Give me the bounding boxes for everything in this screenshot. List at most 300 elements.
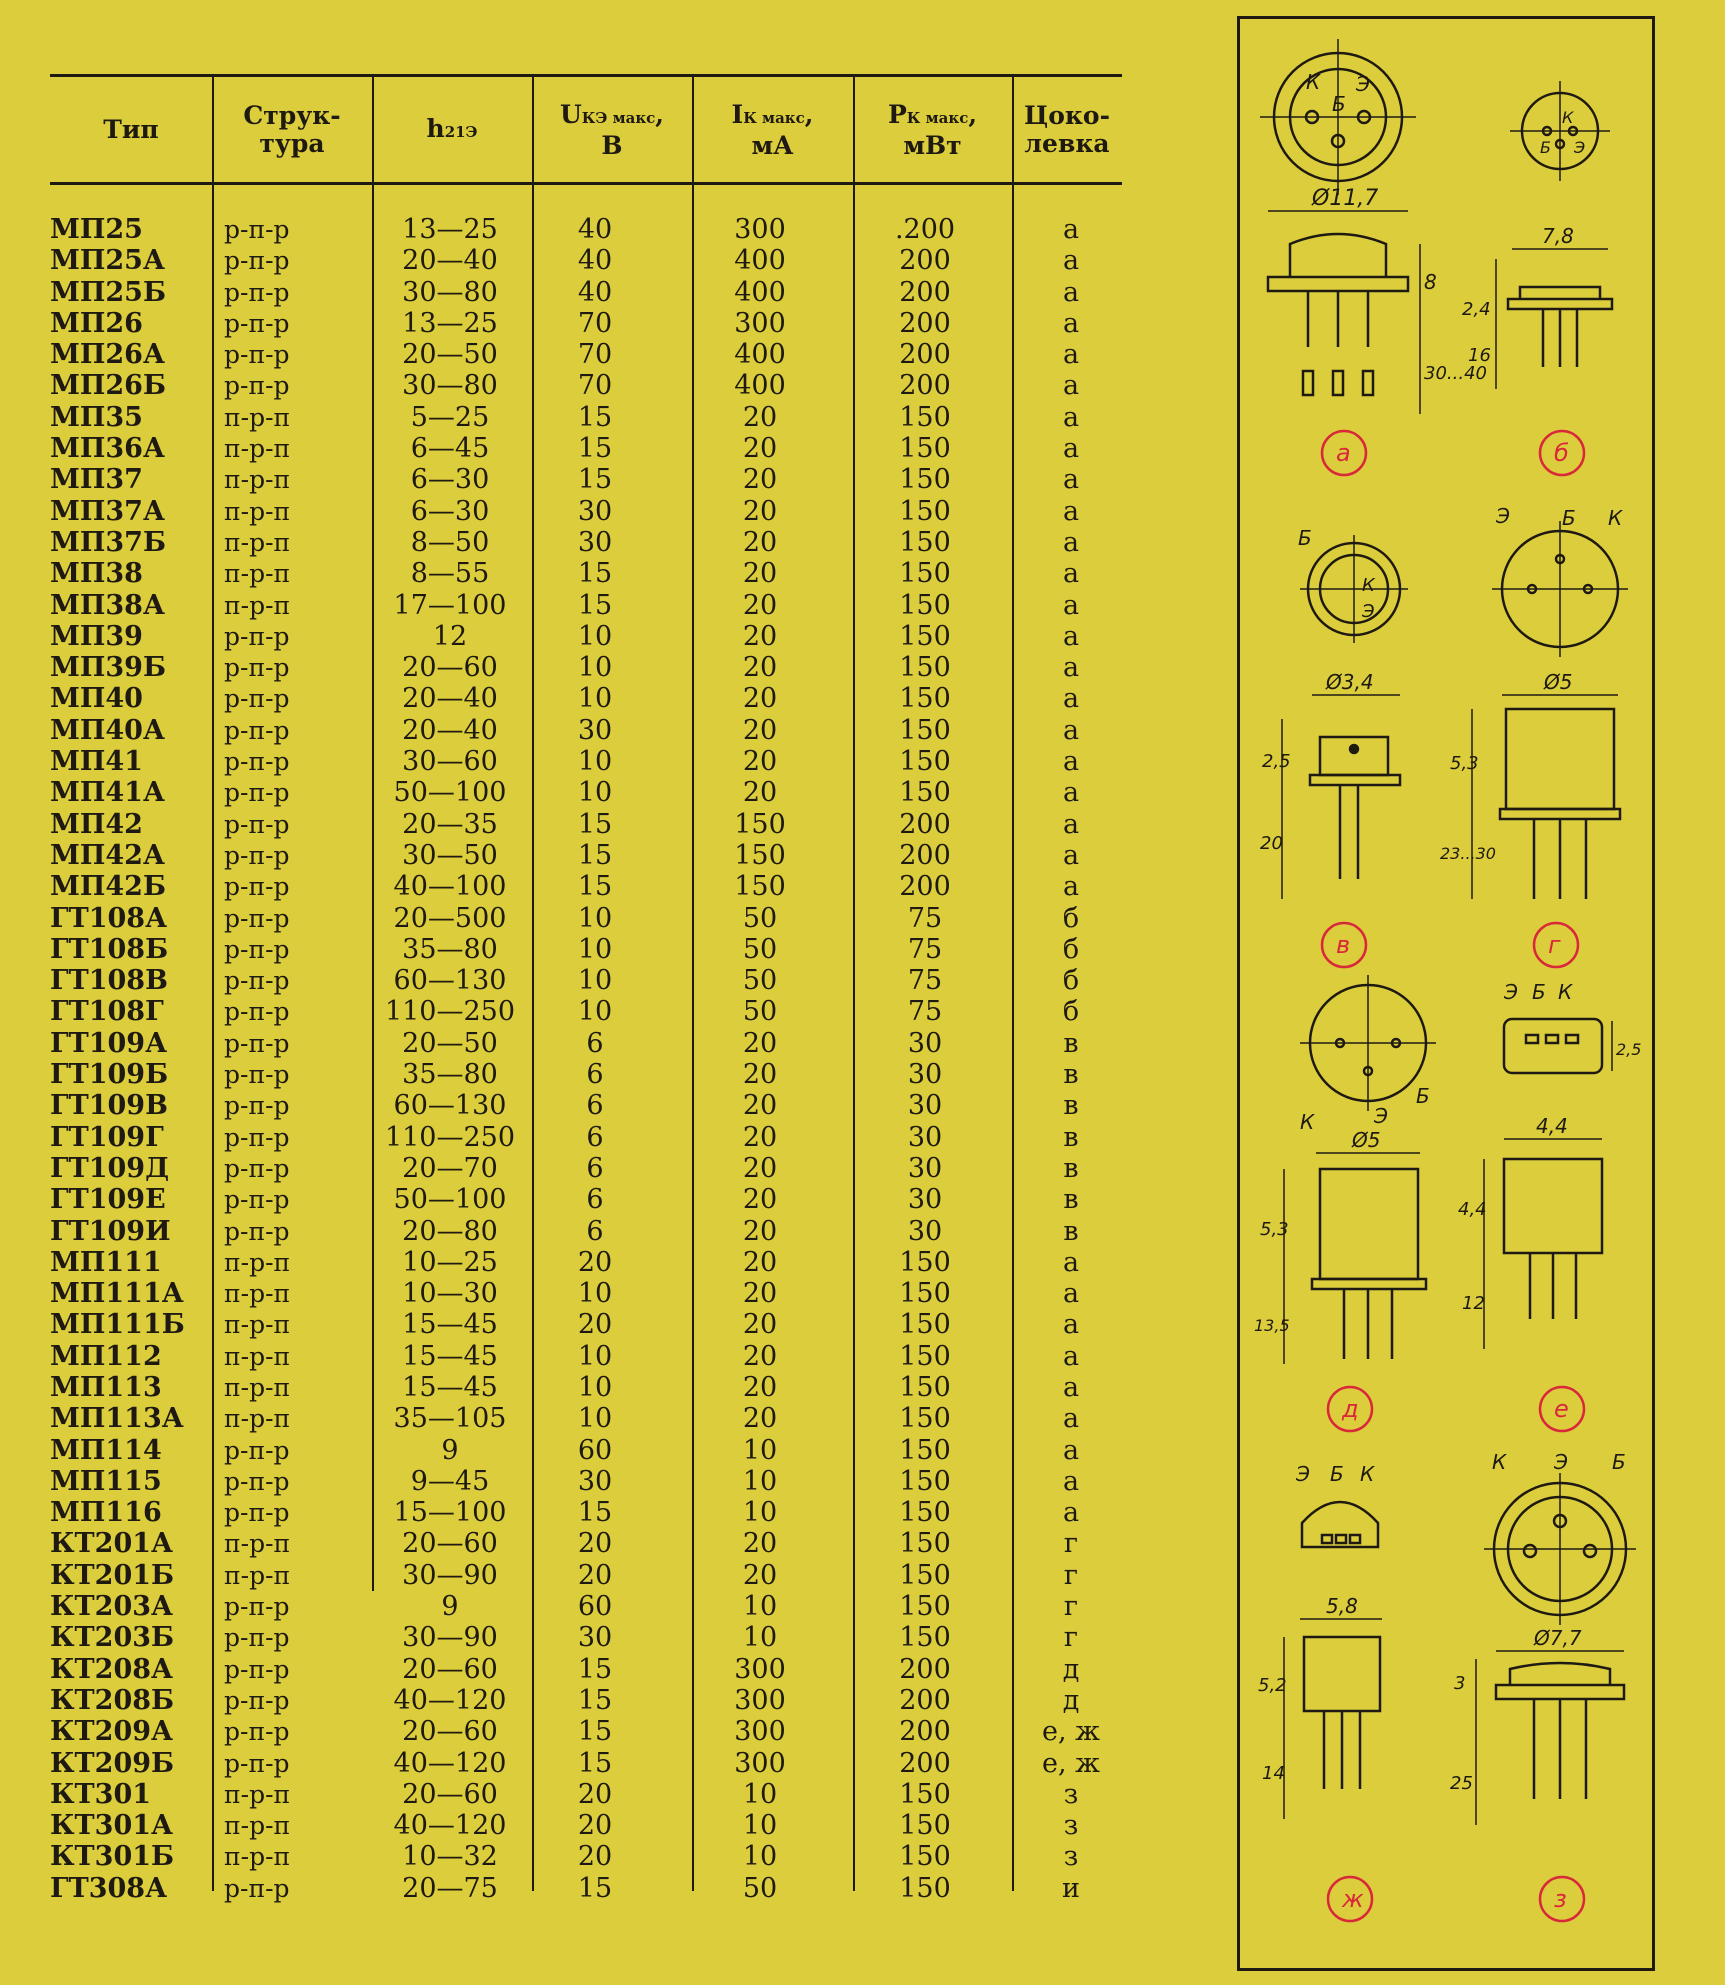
cell-i-k-max: 20 <box>742 1121 778 1153</box>
cell-p-k-max: 150 <box>899 1622 951 1654</box>
table-row <box>50 339 1122 370</box>
cell-h21e: 20—50 <box>402 1027 498 1059</box>
table-row <box>50 1309 1122 1340</box>
cell-type: МП113 <box>50 1371 162 1403</box>
package-label-b: б <box>1554 439 1569 467</box>
cell-structure: p-п-p <box>224 1748 290 1778</box>
cell-h21e: 110—250 <box>384 996 516 1028</box>
cell-package: е, ж <box>1042 1747 1100 1779</box>
cell-i-k-max: 300 <box>734 1653 786 1685</box>
cell-structure: п-p-п <box>224 402 291 432</box>
cell-structure: p-п-p <box>224 809 290 839</box>
cell-type: МП37Б <box>50 526 167 558</box>
cell-h21e: 20—75 <box>402 1872 498 1904</box>
table-row <box>50 1654 1122 1685</box>
cell-package: б <box>1062 902 1080 934</box>
cell-i-k-max: 10 <box>742 1465 778 1497</box>
pin-label: Б <box>1562 506 1576 530</box>
cell-structure: п-p-п <box>224 1811 291 1841</box>
cell-u-ke-max: 10 <box>577 1278 613 1310</box>
cell-structure: п-p-п <box>224 1310 291 1340</box>
cell-p-k-max: 75 <box>907 933 943 965</box>
cell-i-k-max: 20 <box>742 1184 778 1216</box>
cell-h21e: 30—60 <box>402 746 498 778</box>
table-row <box>50 1247 1122 1278</box>
cell-package: б <box>1062 965 1080 997</box>
header-package: Цоко- левка <box>1024 101 1110 158</box>
cell-u-ke-max: 6 <box>586 1027 604 1059</box>
cell-package: а <box>1062 339 1080 371</box>
cell-package: а <box>1062 1278 1080 1310</box>
cell-structure: p-п-p <box>224 840 290 870</box>
table-row <box>50 715 1122 746</box>
cell-package: а <box>1062 1403 1080 1435</box>
cell-u-ke-max: 6 <box>586 1121 604 1153</box>
table-row <box>50 1497 1122 1528</box>
pin-label: К <box>1608 506 1623 530</box>
cell-type: МП25А <box>50 245 165 277</box>
pin-label: Б <box>1612 1450 1626 1474</box>
cell-structure: p-п-p <box>224 653 290 683</box>
cell-structure: п-p-п <box>224 1842 291 1872</box>
cell-p-k-max: 150 <box>899 1340 951 1372</box>
cell-u-ke-max: 6 <box>586 1059 604 1091</box>
cell-h21e: 6—30 <box>410 495 490 527</box>
cell-p-k-max: 150 <box>899 1278 951 1310</box>
cell-package: а <box>1062 714 1080 746</box>
cell-type: МП38А <box>50 589 165 621</box>
cell-u-ke-max: 15 <box>577 558 613 590</box>
cell-h21e: 20—60 <box>402 1716 498 1748</box>
cell-p-k-max: 150 <box>899 1371 951 1403</box>
cell-structure: п-p-п <box>224 590 291 620</box>
cell-p-k-max: 75 <box>907 996 943 1028</box>
cell-u-ke-max: 30 <box>577 1622 613 1654</box>
cell-package: д <box>1062 1653 1080 1685</box>
cell-u-ke-max: 6 <box>586 1090 604 1122</box>
pin-label: Э <box>1574 138 1586 157</box>
cell-u-ke-max: 10 <box>577 1403 613 1435</box>
cell-structure: p-п-p <box>224 277 290 307</box>
cell-p-k-max: 200 <box>899 339 951 371</box>
cell-h21e: 9 <box>441 1591 459 1623</box>
package-zh-drawing <box>1258 1462 1382 1921</box>
cell-structure: p-п-p <box>224 872 290 902</box>
cell-p-k-max: 150 <box>899 558 951 590</box>
cell-h21e: 60—130 <box>393 1090 507 1122</box>
cell-p-k-max: 150 <box>899 746 951 778</box>
package-label-e: е <box>1554 1395 1569 1423</box>
cell-package: а <box>1062 839 1080 871</box>
package-drawings <box>1240 19 1652 1968</box>
cell-package: е, ж <box>1042 1716 1100 1748</box>
table-row <box>50 402 1122 433</box>
cell-i-k-max: 20 <box>742 652 778 684</box>
cell-i-k-max: 20 <box>742 1371 778 1403</box>
cell-structure: p-п-p <box>224 1873 290 1903</box>
package-label-d: д <box>1342 1395 1359 1423</box>
cell-p-k-max: 150 <box>899 1434 951 1466</box>
table-row <box>50 1779 1122 1810</box>
cell-package: а <box>1062 652 1080 684</box>
cell-structure: p-п-p <box>224 684 290 714</box>
cell-h21e: 8—55 <box>410 558 490 590</box>
cell-u-ke-max: 10 <box>577 1371 613 1403</box>
cell-p-k-max: 200 <box>899 1684 951 1716</box>
cell-p-k-max: 150 <box>899 1246 951 1278</box>
cell-type: МП41 <box>50 746 143 778</box>
cell-u-ke-max: 60 <box>577 1434 613 1466</box>
cell-type: МП40 <box>50 683 143 715</box>
cell-package: а <box>1062 276 1080 308</box>
table-row <box>50 871 1122 902</box>
cell-h21e: 30—80 <box>402 370 498 402</box>
pin-label: Э <box>1554 1450 1568 1474</box>
cell-h21e: 6—45 <box>410 433 490 465</box>
cell-u-ke-max: 10 <box>577 777 613 809</box>
cell-u-ke-max: 70 <box>577 307 613 339</box>
package-label-z: з <box>1554 1885 1567 1913</box>
cell-i-k-max: 10 <box>742 1841 778 1873</box>
table-row <box>50 621 1122 652</box>
header-u-ke-max: UКЭ макс, В <box>559 99 665 160</box>
cell-p-k-max: 150 <box>899 526 951 558</box>
cell-type: МП115 <box>50 1465 162 1497</box>
pin-label: К <box>1360 1462 1375 1486</box>
cell-h21e: 30—80 <box>402 276 498 308</box>
cell-package: и <box>1062 1872 1080 1904</box>
cell-h21e: 40—120 <box>393 1747 507 1779</box>
cell-h21e: 20—80 <box>402 1215 498 1247</box>
cell-p-k-max: 200 <box>899 370 951 402</box>
package-label-a: а <box>1336 439 1351 467</box>
cell-u-ke-max: 70 <box>577 370 613 402</box>
cell-p-k-max: 150 <box>899 1559 951 1591</box>
cell-structure: п-p-п <box>224 1279 291 1309</box>
cell-package: а <box>1062 370 1080 402</box>
cell-i-k-max: 20 <box>742 1278 778 1310</box>
header-type: Тип <box>103 115 159 144</box>
cell-h21e: 20—60 <box>402 1778 498 1810</box>
dimension-label: 16 <box>1468 345 1491 366</box>
cell-package: а <box>1062 526 1080 558</box>
dimension-label: 13,5 <box>1254 1316 1290 1335</box>
table-row <box>50 1748 1122 1779</box>
table-row <box>50 1716 1122 1747</box>
cell-structure: p-п-p <box>224 1435 290 1465</box>
pin-label: Э <box>1362 601 1375 622</box>
cell-u-ke-max: 15 <box>577 1747 613 1779</box>
cell-package: а <box>1062 1371 1080 1403</box>
cell-structure: p-п-p <box>224 1623 290 1653</box>
cell-h21e: 17—100 <box>393 589 507 621</box>
cell-p-k-max: 150 <box>899 1309 951 1341</box>
cell-i-k-max: 20 <box>742 777 778 809</box>
cell-h21e: 9 <box>441 1434 459 1466</box>
cell-p-k-max: 150 <box>899 714 951 746</box>
cell-type: МП114 <box>50 1434 162 1466</box>
cell-type: МП37А <box>50 495 165 527</box>
cell-i-k-max: 50 <box>742 1872 778 1904</box>
pin-label: Б <box>1540 138 1551 157</box>
cell-type: ГТ109Е <box>50 1184 166 1216</box>
cell-structure: п-p-п <box>224 1404 291 1434</box>
cell-i-k-max: 300 <box>734 214 786 245</box>
cell-type: ГТ109Д <box>50 1152 170 1184</box>
cell-h21e: 50—100 <box>393 777 507 809</box>
cell-package: в <box>1063 1090 1079 1122</box>
cell-h21e: 20—35 <box>402 808 498 840</box>
cell-h21e: 20—500 <box>393 902 507 934</box>
cell-structure: p-п-p <box>224 246 290 276</box>
cell-p-k-max: 150 <box>899 1872 951 1904</box>
table-row <box>50 934 1122 965</box>
cell-u-ke-max: 6 <box>586 1152 604 1184</box>
cell-p-k-max: 30 <box>907 1027 943 1059</box>
cell-type: МП42А <box>50 839 165 871</box>
table-row <box>50 1278 1122 1309</box>
dimension-label: Ø5 <box>1544 670 1573 694</box>
cell-u-ke-max: 30 <box>577 495 613 527</box>
dimension-label: 12 <box>1462 1293 1485 1314</box>
cell-package: в <box>1063 1059 1079 1091</box>
package-label-zh: ж <box>1342 1885 1364 1913</box>
cell-u-ke-max: 15 <box>577 1716 613 1748</box>
cell-i-k-max: 20 <box>742 683 778 715</box>
cell-package: а <box>1062 620 1080 652</box>
cell-p-k-max: 200 <box>899 1716 951 1748</box>
cell-p-k-max: 150 <box>899 1528 951 1560</box>
table-row <box>50 1685 1122 1716</box>
cell-package: а <box>1062 464 1080 496</box>
table-row <box>50 1216 1122 1247</box>
table-row <box>50 1059 1122 1090</box>
table-row <box>50 777 1122 808</box>
cell-structure: p-п-p <box>224 1717 290 1747</box>
cell-u-ke-max: 30 <box>577 526 613 558</box>
cell-h21e: 6—30 <box>410 464 490 496</box>
cell-type: МП116 <box>50 1497 162 1529</box>
cell-i-k-max: 20 <box>742 495 778 527</box>
table-row <box>50 903 1122 934</box>
package-b-drawing <box>1462 81 1612 475</box>
cell-p-k-max: 30 <box>907 1152 943 1184</box>
cell-i-k-max: 20 <box>742 589 778 621</box>
cell-i-k-max: 10 <box>742 1591 778 1623</box>
package-drawings-panel <box>1237 16 1655 1971</box>
cell-u-ke-max: 15 <box>577 401 613 433</box>
package-e-drawing <box>1458 980 1641 1431</box>
cell-i-k-max: 150 <box>734 839 786 871</box>
cell-type: КТ201Б <box>50 1559 175 1591</box>
cell-h21e: 35—80 <box>402 933 498 965</box>
cell-h21e: 40—120 <box>393 1684 507 1716</box>
cell-u-ke-max: 40 <box>577 276 613 308</box>
cell-u-ke-max: 15 <box>577 871 613 903</box>
dimension-label: 5,3 <box>1260 1219 1289 1240</box>
cell-type: МП35 <box>50 401 143 433</box>
dimension-label: 2,5 <box>1616 1040 1642 1059</box>
cell-h21e: 13—25 <box>402 214 498 245</box>
cell-package: в <box>1063 1184 1079 1216</box>
cell-i-k-max: 300 <box>734 307 786 339</box>
dimension-label: 3 <box>1454 1673 1466 1694</box>
cell-p-k-max: 200 <box>899 245 951 277</box>
cell-structure: п-p-п <box>224 559 291 589</box>
dimension-label: 25 <box>1450 1773 1473 1794</box>
cell-i-k-max: 50 <box>742 965 778 997</box>
cell-h21e: 20—60 <box>402 652 498 684</box>
cell-structure: p-п-p <box>224 215 290 244</box>
cell-i-k-max: 20 <box>742 714 778 746</box>
pin-label: Э <box>1296 1462 1310 1486</box>
cell-type: КТ209Б <box>50 1747 175 1779</box>
cell-structure: p-п-p <box>224 1685 290 1715</box>
cell-u-ke-max: 30 <box>577 1465 613 1497</box>
table-row <box>50 1090 1122 1121</box>
pin-label: К <box>1492 1450 1507 1474</box>
cell-type: КТ208Б <box>50 1684 175 1716</box>
cell-structure: п-p-п <box>224 465 291 495</box>
table-row <box>50 1403 1122 1434</box>
cell-structure: п-p-п <box>224 1247 291 1277</box>
cell-i-k-max: 10 <box>742 1497 778 1529</box>
cell-type: МП36А <box>50 433 165 465</box>
cell-type: МП39 <box>50 620 143 652</box>
cell-i-k-max: 20 <box>742 1090 778 1122</box>
cell-package: а <box>1062 777 1080 809</box>
cell-type: МП40А <box>50 714 165 746</box>
dimension-label: Ø7,7 <box>1534 1626 1582 1650</box>
cell-h21e: 60—130 <box>393 965 507 997</box>
cell-package: з <box>1063 1841 1079 1873</box>
cell-i-k-max: 50 <box>742 933 778 965</box>
cell-package: з <box>1063 1810 1079 1842</box>
cell-u-ke-max: 20 <box>577 1778 613 1810</box>
cell-u-ke-max: 10 <box>577 933 613 965</box>
cell-p-k-max: 150 <box>899 1403 951 1435</box>
dimension-label: 4,4 <box>1458 1199 1487 1220</box>
cell-package: а <box>1062 307 1080 339</box>
cell-p-k-max: 200 <box>899 1747 951 1779</box>
cell-package: д <box>1062 1684 1080 1716</box>
cell-i-k-max: 20 <box>742 464 778 496</box>
cell-p-k-max: 75 <box>907 965 943 997</box>
cell-i-k-max: 20 <box>742 1340 778 1372</box>
table-header-rule <box>50 182 1122 185</box>
cell-u-ke-max: 15 <box>577 1497 613 1529</box>
cell-type: МП42 <box>50 808 143 840</box>
cell-i-k-max: 20 <box>742 1246 778 1278</box>
cell-p-k-max: 150 <box>899 1465 951 1497</box>
table-row <box>50 277 1122 308</box>
cell-structure: p-п-p <box>224 715 290 745</box>
cell-h21e: 40—100 <box>393 871 507 903</box>
cell-package: а <box>1062 1309 1080 1341</box>
cell-p-k-max: .200 <box>894 214 956 245</box>
cell-structure: п-p-п <box>224 1372 291 1402</box>
cell-type: МП41А <box>50 777 165 809</box>
cell-type: ГТ109А <box>50 1027 168 1059</box>
cell-type: МП112 <box>50 1340 162 1372</box>
cell-h21e: 35—80 <box>402 1059 498 1091</box>
cell-structure: p-п-p <box>224 340 290 370</box>
cell-h21e: 50—100 <box>393 1184 507 1216</box>
cell-i-k-max: 10 <box>742 1778 778 1810</box>
cell-p-k-max: 150 <box>899 589 951 621</box>
cell-type: ГТ308А <box>50 1872 168 1904</box>
cell-p-k-max: 150 <box>899 1497 951 1529</box>
dimension-label: 5,8 <box>1326 1594 1358 1618</box>
cell-structure: p-п-p <box>224 1592 290 1622</box>
cell-i-k-max: 20 <box>742 1403 778 1435</box>
cell-structure: p-п-p <box>224 1216 290 1246</box>
cell-i-k-max: 20 <box>742 1528 778 1560</box>
cell-u-ke-max: 10 <box>577 996 613 1028</box>
pin-label: К <box>1558 980 1573 1004</box>
table-row <box>50 683 1122 714</box>
cell-type: КТ201А <box>50 1528 174 1560</box>
cell-package: а <box>1062 589 1080 621</box>
pin-label: Б <box>1416 1084 1430 1108</box>
cell-structure: p-п-p <box>224 1185 290 1215</box>
cell-p-k-max: 150 <box>899 683 951 715</box>
pin-label: Э <box>1496 504 1510 528</box>
dimension-label: Ø11,7 <box>1312 186 1379 211</box>
table-row <box>50 1184 1122 1215</box>
cell-u-ke-max: 15 <box>577 433 613 465</box>
cell-p-k-max: 30 <box>907 1090 943 1122</box>
cell-p-k-max: 30 <box>907 1121 943 1153</box>
dimension-label: 2,5 <box>1262 751 1291 772</box>
cell-h21e: 9—45 <box>410 1465 490 1497</box>
dimension-label: 5,3 <box>1450 753 1479 774</box>
cell-h21e: 8—50 <box>410 526 490 558</box>
cell-u-ke-max: 20 <box>577 1559 613 1591</box>
cell-u-ke-max: 15 <box>577 1872 613 1904</box>
cell-i-k-max: 20 <box>742 620 778 652</box>
cell-structure: п-p-п <box>224 1341 291 1371</box>
cell-u-ke-max: 10 <box>577 902 613 934</box>
cell-i-k-max: 20 <box>742 526 778 558</box>
dimension-label: 5,2 <box>1258 1675 1287 1696</box>
cell-u-ke-max: 15 <box>577 808 613 840</box>
pin-label: К <box>1362 575 1375 596</box>
cell-type: МП38 <box>50 558 143 590</box>
table-row <box>50 840 1122 871</box>
package-a-drawing <box>1260 39 1487 475</box>
cell-i-k-max: 300 <box>734 1684 786 1716</box>
cell-h21e: 15—45 <box>402 1371 498 1403</box>
cell-i-k-max: 20 <box>742 433 778 465</box>
cell-h21e: 30—50 <box>402 839 498 871</box>
cell-p-k-max: 30 <box>907 1215 943 1247</box>
cell-package: г <box>1063 1591 1079 1623</box>
cell-p-k-max: 200 <box>899 276 951 308</box>
cell-structure: p-п-p <box>224 1060 290 1090</box>
cell-p-k-max: 200 <box>899 808 951 840</box>
cell-i-k-max: 400 <box>734 339 786 371</box>
dimension-label: 30...40 <box>1424 363 1487 384</box>
cell-structure: п-p-п <box>224 1779 291 1809</box>
cell-u-ke-max: 10 <box>577 652 613 684</box>
cell-p-k-max: 30 <box>907 1184 943 1216</box>
cell-package: в <box>1063 1121 1079 1153</box>
cell-package: б <box>1062 996 1080 1028</box>
cell-h21e: 10—32 <box>402 1841 498 1873</box>
pin-label: К <box>1562 108 1574 127</box>
cell-type: МП42Б <box>50 871 167 903</box>
